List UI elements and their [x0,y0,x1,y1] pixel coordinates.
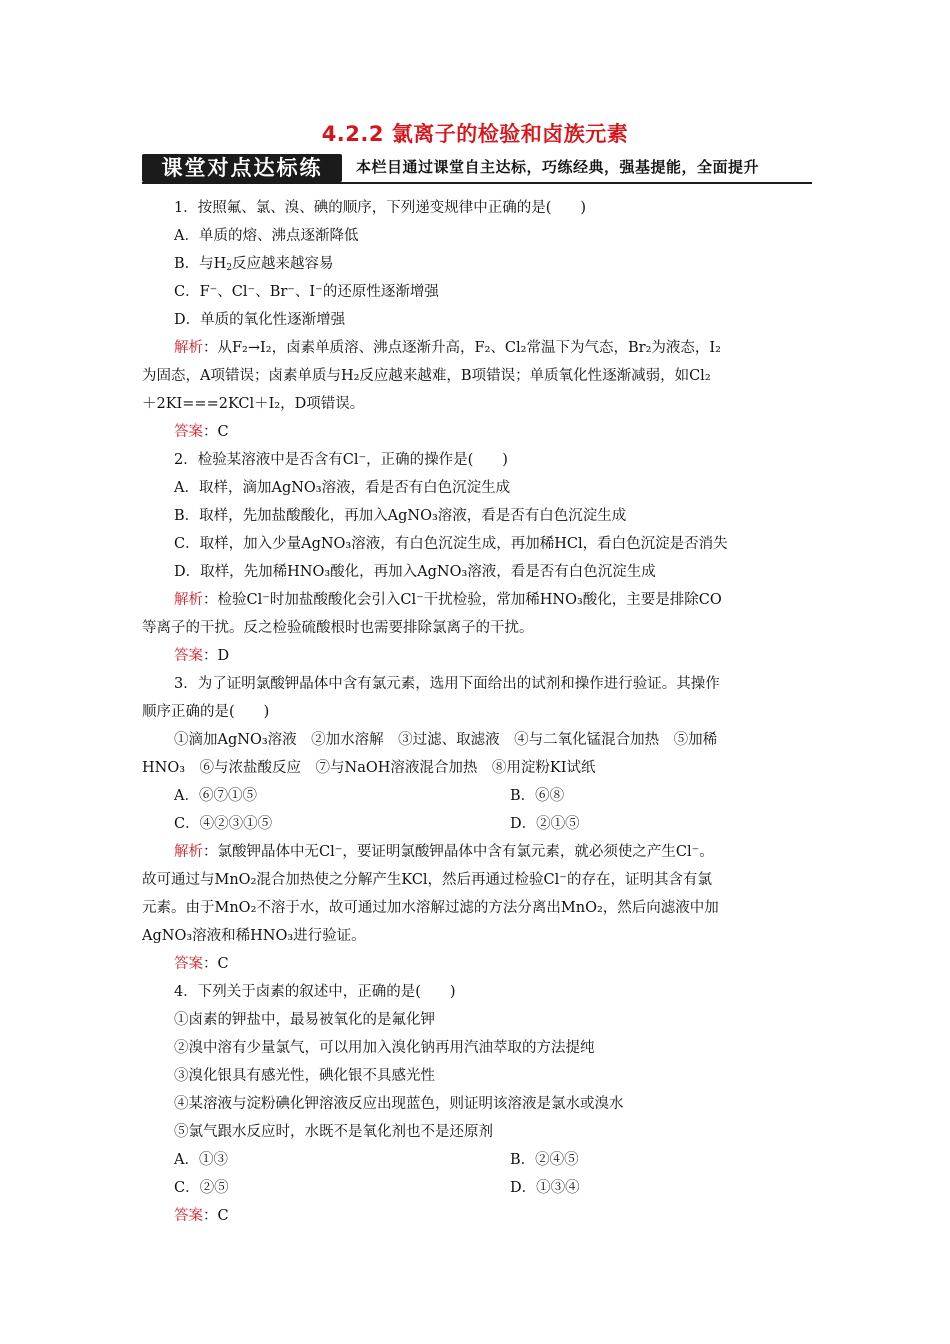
banner-divider [142,182,812,184]
answer-label: 答案 [174,424,203,440]
question-stem: 4．下列关于卤素的叙述中，正确的是( ) [174,984,456,1000]
option-a: A．①③ [174,1152,228,1168]
explanation-line: 为固态，A项错误；卤素单质与H₂反应越来越难，B项错误；单质氧化性逐渐减弱，如Cl₂ [142,368,711,384]
explanation: 解析：氯酸钾晶体中无Cl⁻，要证明氯酸钾晶体中含有氯元素，就必须使之产生Cl⁻。 [174,844,714,860]
answer-label: 答案 [174,1208,203,1224]
banner-label: 课堂对点达标练 [142,154,342,182]
question-list [142,194,810,1230]
explanation-line: AgNO₃溶液和稀HNO₃进行验证。 [142,928,366,944]
question-stem: 1．按照氟、氯、溴、碘的顺序，下列递变规律中正确的是( ) [174,200,587,216]
reagent-list: ①滴加AgNO₃溶液 ②加水溶解 ③过滤、取滤液 ④与二氧化锰混合加热 ⑤加稀 [174,732,718,748]
statement-5: ⑤氯气跟水反应时，水既不是氧化剂也不是还原剂 [174,1124,493,1140]
explanation-label: 解析 [174,844,203,860]
option-d: D．取样，先加稀HNO₃酸化，再加入AgNO₃溶液，看是否有白色沉淀生成 [174,564,656,580]
option-b: B．取样，先加盐酸酸化，再加入AgNO₃溶液，看是否有白色沉淀生成 [174,508,627,524]
explanation: 解析：检验Cl⁻时加盐酸酸化会引入Cl⁻干扰检验，常加稀HNO₃酸化，主要是排除CO [174,592,722,608]
statement-2: ②溴中溶有少量氯气，可以用加入溴化钠再用汽油萃取的方法提纯 [174,1040,595,1056]
statement-4: ④某溶液与淀粉碘化钾溶液反应出现蓝色，则证明该溶液是氯水或溴水 [174,1096,624,1112]
reagent-list-line: HNO₃ ⑥与浓盐酸反应 ⑦与NaOH溶液混合加热 ⑧用淀粉KI试纸 [142,760,596,776]
option-c: C．②⑤ [174,1180,229,1196]
explanation-line: 故可通过与MnO₂混合加热使之分解产生KCl，然后再通过检验Cl⁻的存在，证明其含有氯 [142,872,712,888]
options-row [142,1174,810,1202]
option-d: D．①③④ [510,1180,580,1196]
answer: 答案：C [174,1208,229,1224]
statement-3: ③溴化银具有感光性，碘化银不具感光性 [174,1068,435,1084]
question-stem: 3．为了证明氯酸钾晶体中含有氯元素，选用下面给出的试剂和操作进行验证。其操作 [174,676,720,692]
question-stem: 2．检验某溶液中是否含有Cl⁻，正确的操作是( ) [174,452,508,468]
option-b: B．②④⑤ [510,1152,579,1168]
answer: 答案：C [174,424,229,440]
options-row [142,782,810,810]
section-banner [142,154,812,184]
option-b: B．⑥⑧ [510,788,565,804]
statement-1: ①卤素的钾盐中，最易被氧化的是氟化钾 [174,1012,435,1028]
answer: 答案：D [174,648,230,664]
question-2 [142,446,810,670]
question-stem-line: 顺序正确的是( ) [142,704,270,720]
answer-label: 答案 [174,956,203,972]
banner-text: 本栏目通过课堂自主达标，巧练经典，强基提能，全面提升 [356,158,760,176]
option-b: B．与$H_2$反应越来越容易 [174,256,334,273]
explanation: 解析：从F₂→I₂，卤素单质溶、沸点逐渐升高，F₂、Cl₂常温下为气态，Br₂为液态，I₂ [174,340,721,356]
question-3 [142,670,810,978]
option-a: A．⑥⑦①⑤ [174,788,257,804]
question-1 [142,194,810,446]
page-title: 4.2.2 氯离子的检验和卤族元素 [321,122,629,146]
option-a: A．取样，滴加AgNO₃溶液，看是否有白色沉淀生成 [174,480,511,496]
explanation-label: 解析 [174,340,203,356]
explanation-line: 等离子的干扰。反之检验硫酸根时也需要排除氯离子的干扰。 [142,620,534,636]
option-c: C．④②③①⑤ [174,816,273,832]
option-c: C．F⁻、Cl⁻、Br⁻、I⁻的还原性逐渐增强 [174,284,439,300]
answer: 答案：C [174,956,229,972]
options-row [142,1146,810,1174]
explanation-line: 元素。由于MnO₂不溶于水，故可通过加水溶解过滤的方法分离出MnO₂，然后向滤液中加 [142,900,719,916]
option-c: C．取样，加入少量AgNO₃溶液，有白色沉淀生成，再加稀HCl，看白色沉淀是否消失 [174,536,728,552]
answer-label: 答案 [174,648,203,664]
option-d: D．②①⑤ [510,816,580,832]
explanation-line: ＋2KI===2KCl＋I₂，D项错误。 [142,396,365,412]
question-4 [142,978,810,1230]
explanation-label: 解析 [174,592,203,608]
options-row [142,810,810,838]
option-a: A．单质的熔、沸点逐渐降低 [174,228,359,244]
option-d: D．单质的氧化性逐渐增强 [174,312,346,328]
